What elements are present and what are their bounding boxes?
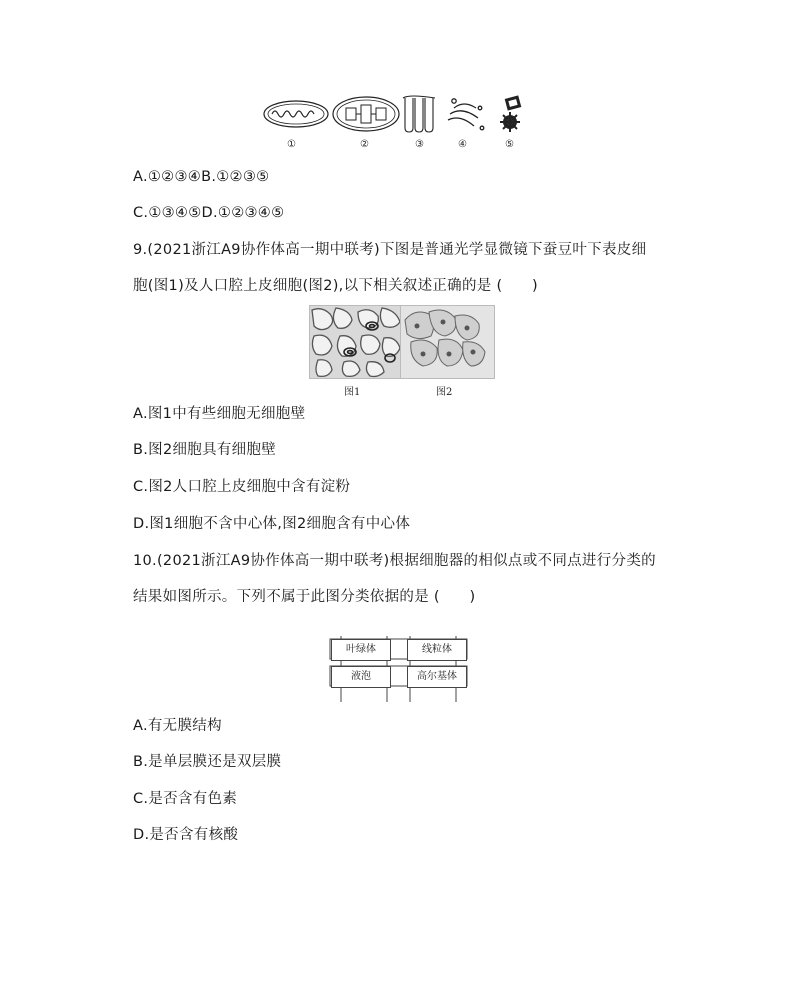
golgi-drawing <box>448 99 484 130</box>
chloroplast-drawing <box>333 97 399 131</box>
centriole-drawing <box>500 95 521 132</box>
organelle-label-1: ① <box>287 139 296 150</box>
organelle-figure <box>258 92 538 136</box>
endoplasmic-reticulum-drawing <box>403 96 435 132</box>
micrograph-leaf-epidermis <box>309 305 404 379</box>
q9-option-c: C.图2人口腔上皮细胞中含有淀粉 <box>133 479 351 495</box>
mitochondrion-drawing <box>264 101 328 127</box>
organelle-classification-grid <box>329 636 468 702</box>
q9-option-d: D.图1细胞不含中心体,图2细胞含有中心体 <box>133 516 411 532</box>
fig2-caption: 图2 <box>436 387 453 398</box>
q8-options-line-1: A.①②③④B.①②③⑤ <box>133 169 270 185</box>
fig1-caption: 图1 <box>344 387 361 398</box>
organelle-drawings <box>258 92 538 136</box>
grid-cell-chloroplast: 叶绿体 <box>331 639 391 661</box>
q10-stem-line-1: 10.(2021浙江A9协作体高一期中联考)根据细胞器的相似点或不同点进行分类的 <box>133 553 656 569</box>
grid-cell-mitochondrion: 线粒体 <box>407 639 467 661</box>
organelle-label-2: ② <box>360 139 369 150</box>
q9-stem-line-1: 9.(2021浙江A9协作体高一期中联考)下图是普通光学显微镜下蚕豆叶下表皮细 <box>133 242 647 258</box>
q8-options-line-2: C.①③④⑤D.①②③④⑤ <box>133 205 285 221</box>
micrograph-cheek-cells <box>400 305 495 379</box>
q10-stem-line-2: 结果如图所示。下列不属于此图分类依据的是 ( ) <box>133 589 476 605</box>
grid-cell-vacuole: 液泡 <box>331 666 391 688</box>
organelle-label-5: ⑤ <box>505 139 514 150</box>
q10-option-c: C.是否含有色素 <box>133 791 238 807</box>
organelle-label-4: ④ <box>458 139 467 150</box>
q9-option-b: B.图2细胞具有细胞壁 <box>133 442 277 458</box>
grid-cell-golgi: 高尔基体 <box>407 666 467 688</box>
organelle-label-3: ③ <box>415 139 424 150</box>
q10-option-b: B.是单层膜还是双层膜 <box>133 754 282 770</box>
q9-stem-line-2: 胞(图1)及人口腔上皮细胞(图2),以下相关叙述正确的是 ( ) <box>133 278 539 294</box>
q9-option-a: A.图1中有些细胞无细胞壁 <box>133 406 306 422</box>
q10-option-a: A.有无膜结构 <box>133 718 222 734</box>
q10-option-d: D.是否含有核酸 <box>133 827 239 843</box>
